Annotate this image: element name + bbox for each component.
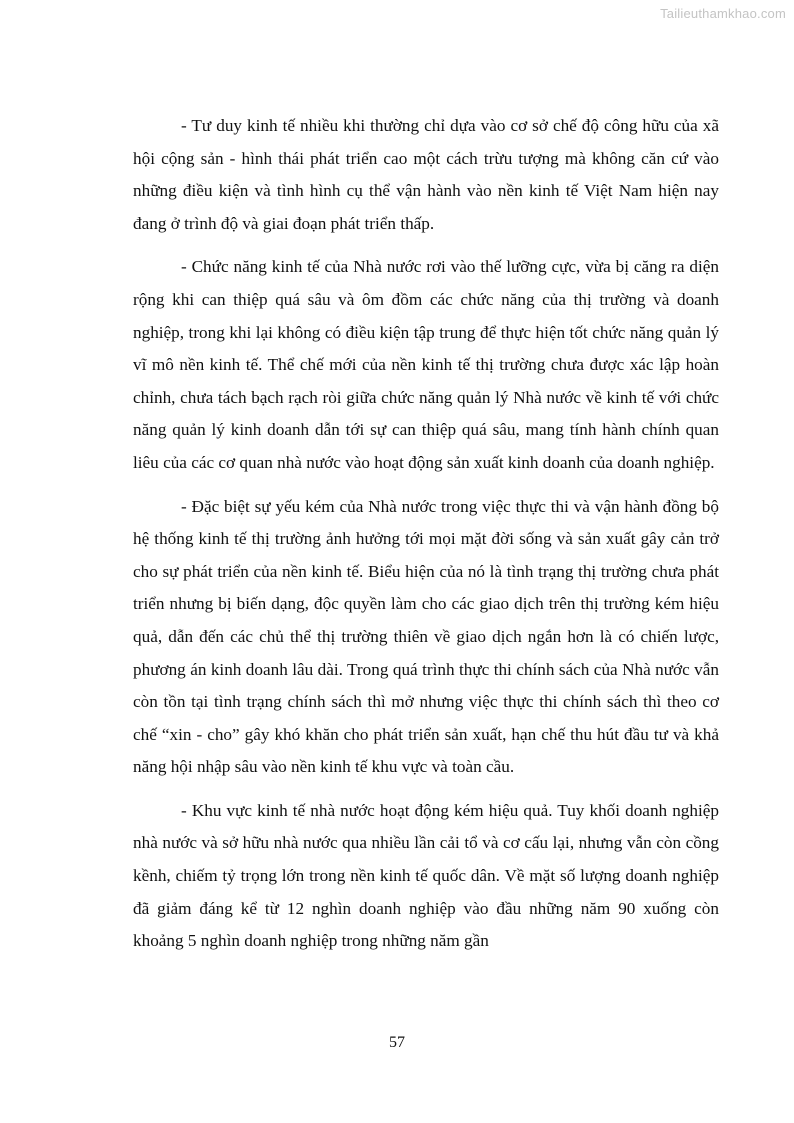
- paragraph-3: - Đặc biệt sự yếu kém của Nhà nước trong việc thực thi và vận hành đồng bộ hệ thống kinh tế thị trường ảnh hưởng tới mọi mặt đời sống và sản xuất gây cản trở cho sự phát triển của nền kinh tế. Biểu hiện của nó là tình trạng thị trường chưa phát triển nhưng bị biến dạng, độc quyền làm cho các giao dịch trên thị trường kém hiệu quả, dẫn đến các chủ thể thị trường thiên về giao dịch ngắn hơn là có chiến lược, phương án kinh doanh lâu dài. Trong quá trình thực thi chính sách của Nhà nước vẫn còn tồn tại tình trạng chính sách thì mở nhưng việc thực thi chính sách thì theo cơ chế “xin - cho” gây khó khăn cho phát triển sản xuất, hạn chế thu hút đầu tư và khả năng hội nhập sâu vào nền kinh tế khu vực và toàn cầu.: [133, 496, 719, 777]
- document-body: [133, 110, 719, 969]
- watermark-text: Tailieuthamkhao.com: [660, 6, 786, 21]
- paragraph-2: - Chức năng kinh tế của Nhà nước rơi vào thế lưỡng cực, vừa bị căng ra diện rộng khi can thiệp quá sâu và ôm đồm các chức năng của thị trường và doanh nghiệp, trong khi lại không có điều kiện tập trung để thực hiện tốt chức năng quản lý vĩ mô nền kinh tế. Thể chế mới của nền kinh tế thị trường chưa được xác lập hoàn chỉnh, chưa tách bạch rạch ròi giữa chức năng quản lý Nhà nước về kinh tế với chức năng quản lý kinh doanh dẫn tới sự can thiệp quá sâu, mang tính hành chính quan liêu của các cơ quan nhà nước vào hoạt động sản xuất kinh doanh của doanh nghiệp.: [133, 257, 719, 472]
- page-number: 57: [389, 1034, 405, 1051]
- paragraph-4: - Khu vực kinh tế nhà nước hoạt động kém hiệu quả. Tuy khối doanh nghiệp nhà nước và sở hữu nhà nước qua nhiều lần cải tổ và cơ cấu lại, nhưng vẫn còn cồng kềnh, chiếm tỷ trọng lớn trong nền kinh tế quốc dân. Về mặt số lượng doanh nghiệp đã giảm đáng kể từ 12 nghìn doanh nghiệp vào đầu những năm 90 xuống còn khoảng 5 nghìn doanh nghiệp trong những năm gần: [133, 800, 719, 951]
- paragraph-1: - Tư duy kinh tế nhiều khi thường chỉ dựa vào cơ sở chế độ công hữu của xã hội cộng sản - hình thái phát triển cao một cách trừu tượng mà không căn cứ vào những điều kiện và tình hình cụ thể vận hành vào nền kinh tế Việt Nam hiện nay đang ở trình độ và giai đoạn phát triển thấp.: [133, 116, 719, 233]
